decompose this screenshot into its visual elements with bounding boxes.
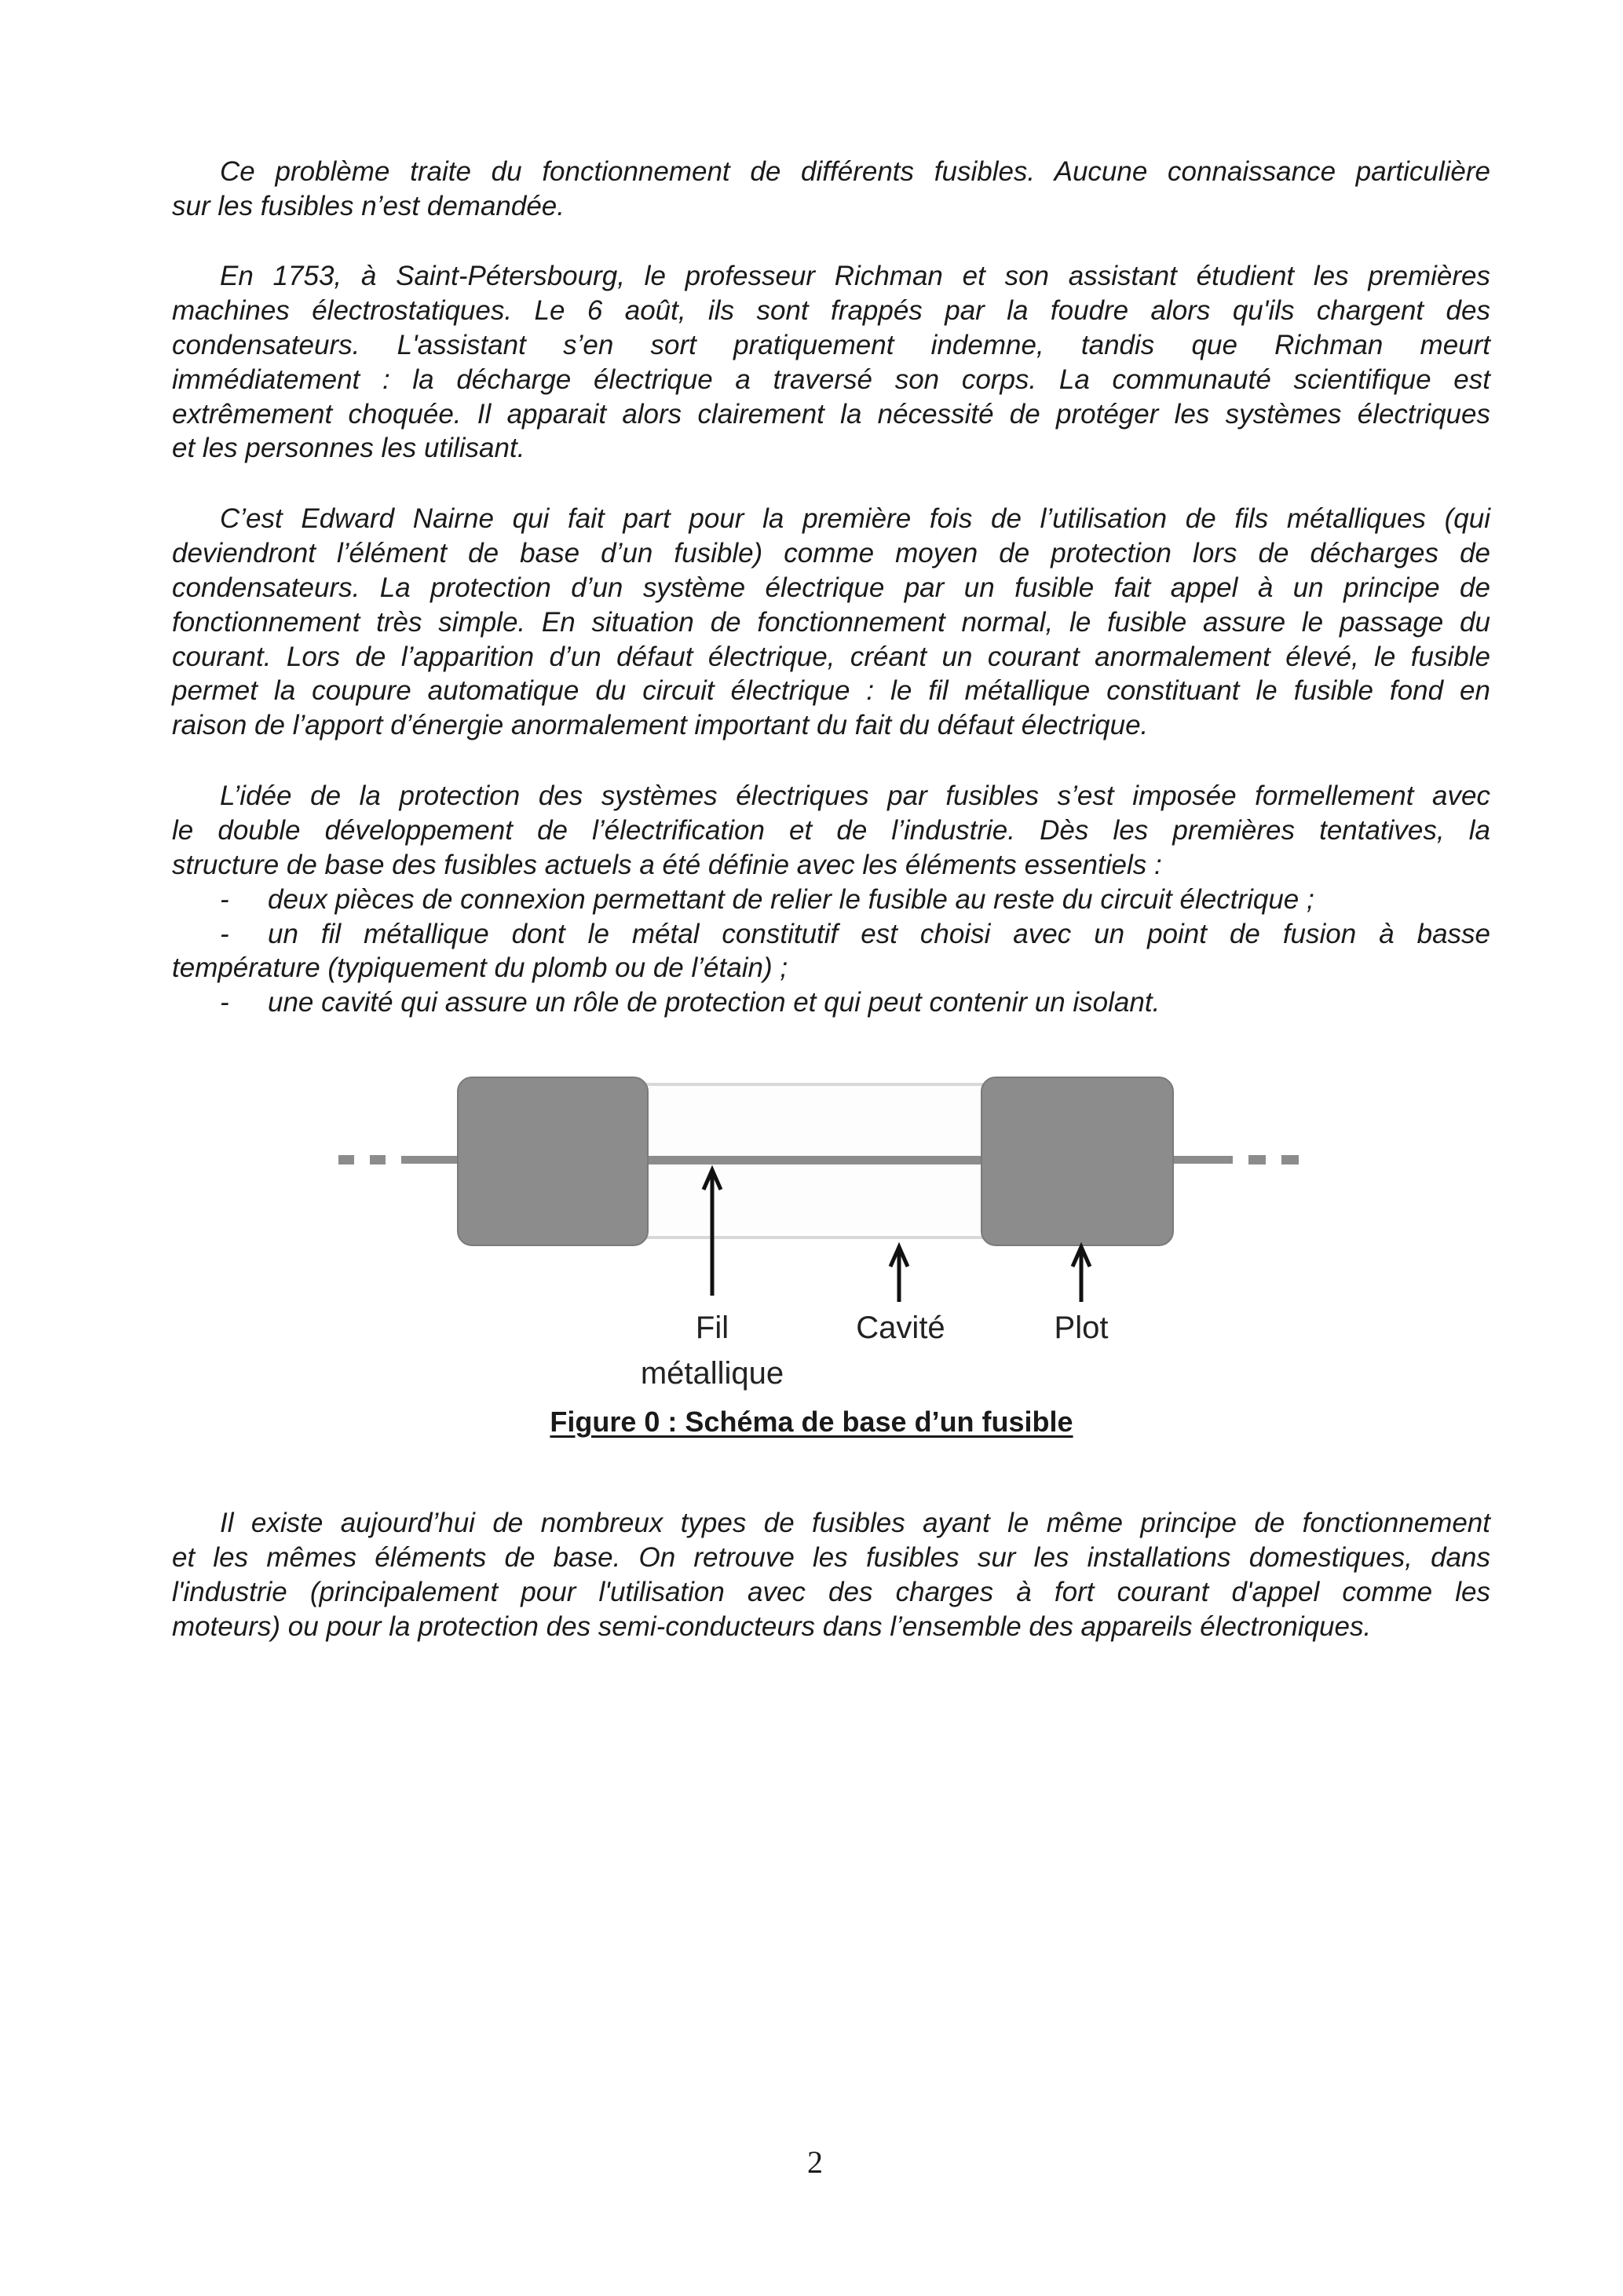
text-line: et les mêmes éléments de base. On retrouve les fusibles sur les installations domestiques, dans [172, 1541, 1490, 1573]
arrow-cavite-icon [890, 1247, 908, 1302]
text-line: L’idée de la protection des systèmes électriques par fusibles s’est imposée formellement avec [220, 781, 1490, 811]
text-line: Il existe aujourd’hui de nombreux types de fusibles ayant le même principe de fonctionnement [220, 1508, 1490, 1538]
list-item-text: une cavité qui assure un rôle de protection et qui peut contenir un isolant. [268, 987, 1161, 1018]
right-lead [1172, 1155, 1299, 1164]
text-line: machines électrostatiques. Le 6 août, ils sont frappés par la foudre alors qu'ils chargent des [172, 294, 1490, 326]
label-metallique: métallique [640, 1356, 784, 1391]
text-line: condensateurs. L'assistant s’en sort pratiquement indemne, tandis que Richman meurt [172, 329, 1490, 360]
text-line: le double développement de l’électrification et de l’industrie. Dès les premières tentatives, la [172, 814, 1490, 846]
text-line: courant. Lors de l’apparition d’un défaut électrique, créant un courant anormalement élevé, le fusible [172, 641, 1490, 672]
right-plot [981, 1077, 1173, 1245]
text-line: condensateurs. La protection d’un système électrique par un fusible fait appel à un principe de [172, 572, 1490, 603]
label-plot: Plot [1054, 1311, 1109, 1345]
left-lead [338, 1155, 460, 1164]
text-line: En 1753, à Saint-Pétersbourg, le professeur Richman et son assistant étudient les premières [220, 261, 1490, 291]
label-fil: Fil [695, 1311, 729, 1345]
text-line: Ce problème traite du fonctionnement de différents fusibles. Aucune connaissance particulière [220, 156, 1490, 187]
arrow-plot-icon [1073, 1247, 1090, 1302]
figure-caption [0, 1406, 1623, 1439]
text-line: et les personnes les utilisant. [172, 433, 525, 464]
text-line: fonctionnement très simple. En situation de fonctionnement normal, le fusible assure le passage du [172, 606, 1490, 638]
text-line: permet la coupure automatique du circuit électrique : le fil métallique constituant le fusible fond en [172, 675, 1490, 707]
text-line: l'industrie (principalement pour l'utilisation avec des charges à fort courant d'appel comme les [172, 1576, 1490, 1607]
bullet-dash: - [220, 883, 229, 915]
figure-caption-text: Figure 0 : Schéma de base d’un fusible [550, 1406, 1073, 1438]
list-item-text: un fil métallique dont le métal constitutif est choisi avec un point de fusion à basse [268, 918, 1490, 949]
bullet-dash: - [220, 918, 229, 949]
text-line: immédiatement : la décharge électrique a traversé son corps. La communauté scientifique est [172, 364, 1490, 395]
list-item-continuation: température (typiquement du plomb ou de l’étain) ; [172, 952, 788, 984]
page-number: 2 [807, 2144, 823, 2180]
metal-wire [644, 1156, 985, 1164]
list-item-text: deux pièces de connexion permettant de relier le fusible au reste du circuit électrique ; [268, 883, 1314, 915]
text-line: structure de base des fusibles actuels a été définie avec les éléments essentiels : [172, 849, 1162, 880]
label-cavite: Cavité [856, 1311, 945, 1345]
text-line: sur les fusibles n’est demandée. [172, 190, 565, 221]
text-line: raison de l’apport d’énergie anormalement important du fait du défaut électrique. [172, 710, 1149, 741]
text-line: C’est Edward Nairne qui fait part pour la première fois de l’utilisation de fils métalliques (qui [220, 503, 1490, 534]
text-line: deviendront l’élément de base d’un fusible) comme moyen de protection lors de décharges de [172, 537, 1490, 569]
text-line: extrêmement choquée. Il apparait alors clairement la nécessité de protéger les systèmes électriques [172, 398, 1490, 430]
bullet-dash: - [220, 987, 229, 1018]
text-line: moteurs) ou pour la protection des semi-conducteurs dans l’ensemble des appareils électroniques. [172, 1610, 1372, 1642]
left-plot [458, 1077, 648, 1245]
paragraph-types [172, 1506, 1490, 1644]
